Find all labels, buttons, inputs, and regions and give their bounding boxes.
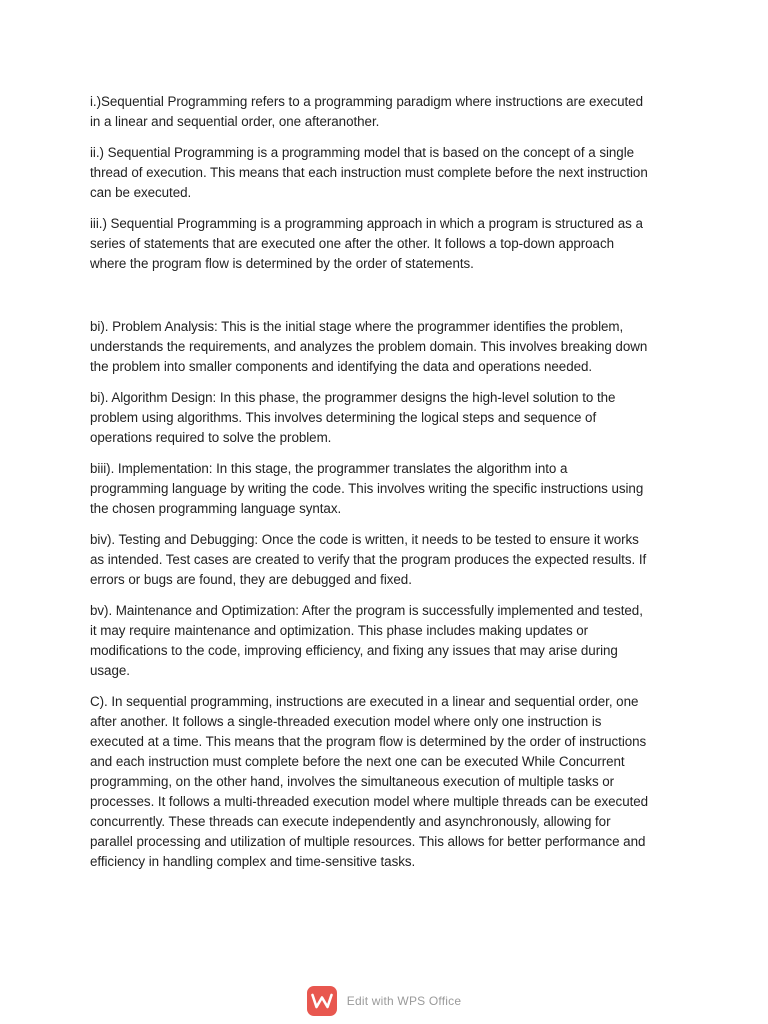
paragraph-maintenance: bv). Maintenance and Optimization: After the program is successfully implemented and tested, it may require maintenance and optimization. This phase includes making updates or modifications to the code, improving efficiency, and fixing any issues that may arise during usage. <box>90 603 643 678</box>
paragraph-sequential-def-1: i.)Sequential Programming refers to a programming paradigm where instructions are executed in a linear and sequential order, one afteranother. <box>90 94 643 129</box>
document-body <box>90 92 680 883</box>
paragraph-problem-analysis: bi). Problem Analysis: This is the initial stage where the programmer identifies the problem, understands the requirements, and analyzes the problem domain. This involves breaking down the problem into smaller components and identifying the data and operations needed. <box>90 319 648 374</box>
wps-footer-text: Edit with WPS Office <box>346 994 462 1008</box>
paragraph-testing-debugging: biv). Testing and Debugging: Once the code is written, it needs to be tested to ensure it works as intended. Test cases are created to verify that the program produces the expected results. If errors or bugs are found, they are debugged and fixed. <box>90 532 647 587</box>
wps-office-logo-icon <box>307 986 337 1016</box>
paragraph-sequential-def-3: iii.) Sequential Programming is a programming approach in which a program is structured as a series of statements that are executed one after the other. It follows a top-down approach where the program flow is determined by the order of statements. <box>90 216 643 271</box>
paragraph-algorithm-design: bi). Algorithm Design: In this phase, the programmer designs the high-level solution to the problem using algorithms. This involves determining the logical steps and sequence of operations required to solve the problem. <box>90 390 616 445</box>
wps-footer-link[interactable] <box>0 983 768 1019</box>
paragraph-sequential-def-2: ii.) Sequential Programming is a programming model that is based on the concept of a single thread of execution. This means that each instruction must complete before the next instruction can be executed. <box>90 145 648 200</box>
paragraph-sequential-vs-concurrent: C). In sequential programming, instructions are executed in a linear and sequential order, one after another. It follows a single-threaded execution model where only one instruction is executed at a time. This means that the program flow is determined by the order of instructions and each instruction must complete before the next one can be executed While Concurrent programming, on the other hand, involves the simultaneous execution of multiple tasks or processes. It follows a multi-threaded execution model where multiple threads can be executed concurrently. These threads can execute independently and asynchronously, allowing for parallel processing and utilization of multiple resources. This allows for better performance and efficiency in handling complex and time-sensitive tasks. <box>90 694 649 869</box>
paragraph-gap <box>90 285 680 317</box>
paragraph-implementation: biii). Implementation: In this stage, the programmer translates the algorithm into a programming language by writing the code. This involves writing the specific instructions using the chosen programming language syntax. <box>90 461 644 516</box>
